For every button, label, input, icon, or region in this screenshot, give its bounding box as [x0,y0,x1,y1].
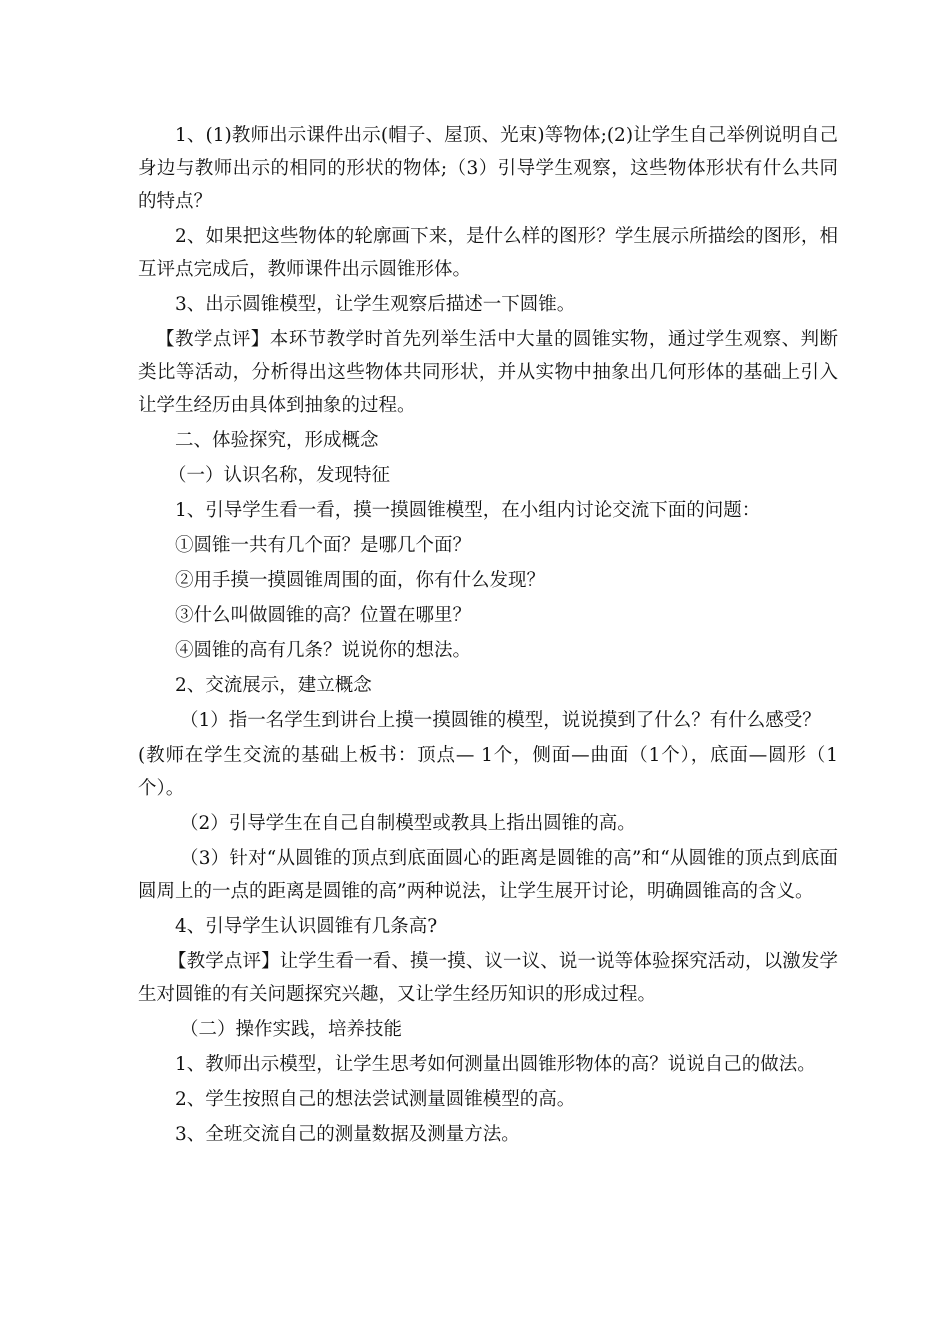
subsection-heading-1: （一）认识名称，发现特征 [168,465,391,486]
question-1: ①圆锥一共有几个面？是哪几个面？ [175,535,472,556]
step-2: 2、交流展示，建立概念 [175,675,372,696]
step-2-2: （2）引导学生在自己自制模型或教具上指出圆锥的高。 [180,813,636,834]
document-body [138,119,838,1153]
subsection-heading-2: （二）操作实践，培养技能 [180,1019,403,1040]
paragraph-intro-1: 1、(1)教师出示课件出示(帽子、屋顶、光束)等物体;(2)让学生自己举例说明自己身边与教师出示的相同的形状的物体;（3）引导学生观察，这些物体形状有什么共同的特点？ [138,125,838,212]
teaching-comment-1: 【教学点评】本环节教学时首先列举生活中大量的圆锥实物，通过学生观察、判断类比等活动，分析得出这些物体共同形状，并从实物中抽象出几何形体的基础上引入让学生经历由具体到抽象的过程。 [138,329,838,416]
practice-step-2: 2、学生按照自己的想法尝试测量圆锥模型的高。 [175,1089,576,1110]
question-3: ③什么叫做圆锥的高？位置在哪里？ [175,605,472,626]
step-4: 4、引导学生认识圆锥有几条高? [175,916,438,937]
practice-step-1: 1、教师出示模型，让学生思考如何测量出圆锥形物体的高？说说自己的做法。 [175,1054,816,1075]
section-heading-2: 二、体验探究，形成概念 [175,430,379,451]
step-1: 1、引导学生看一看，摸一摸圆锥模型，在小组内讨论交流下面的问题： [175,500,761,521]
step-2-1: （1）指一名学生到讲台上摸一摸圆锥的模型，说说摸到了什么？有什么感受？ [180,710,821,731]
blackboard-note: (教师在学生交流的基础上板书：顶点— 1个，侧面—曲面（1个），底面—圆形（1个）。 [138,745,838,799]
practice-step-3: 3、全班交流自己的测量数据及测量方法。 [175,1124,520,1145]
teaching-comment-2: 【教学点评】让学生看一看、摸一摸、议一议、说一说等体验探究活动，以激发学生对圆锥的有关问题探究兴趣，又让学生经历知识的形成过程。 [138,951,838,1005]
question-4: ④圆锥的高有几条？说说你的想法。 [175,640,472,661]
paragraph-intro-3: 3、出示圆锥模型，让学生观察后描述一下圆锥。 [175,294,576,315]
paragraph-intro-2: 2、如果把这些物体的轮廓画下来，是什么样的图形？学生展示所描绘的图形，相互评点完成后，教师课件出示圆锥形体。 [138,226,838,280]
question-2: ②用手摸一摸圆锥周围的面，你有什么发现？ [175,570,546,591]
step-2-3: （3）针对“从圆锥的顶点到底面圆心的距离是圆锥的高”和“从圆锥的顶点到底面圆周上的一点的距离是圆锥的高”两种说法，让学生展开讨论，明确圆锥高的含义。 [138,848,838,902]
